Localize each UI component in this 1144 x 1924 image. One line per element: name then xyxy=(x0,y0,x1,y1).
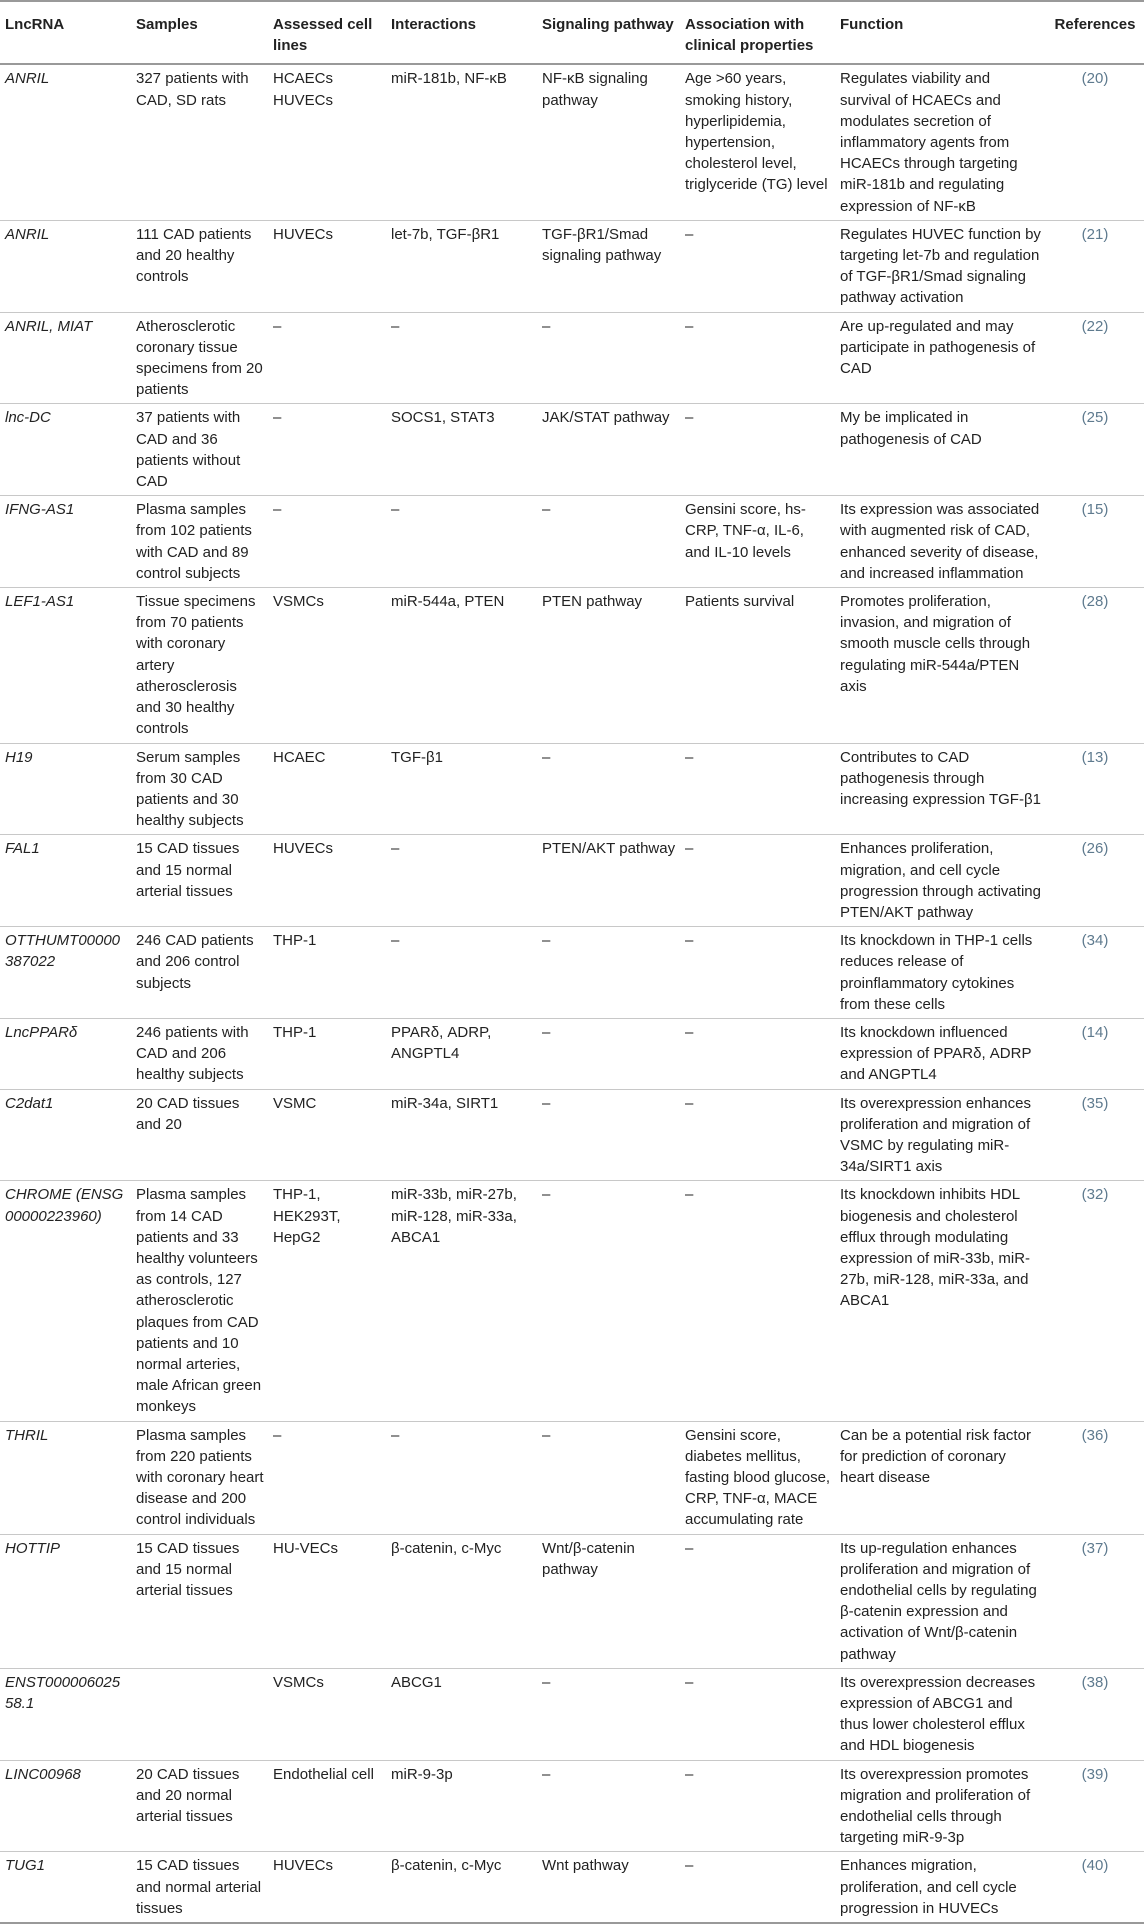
cell-reference[interactable]: (37) xyxy=(1046,1534,1144,1668)
cell-samples: 327 patients with CAD, SD rats xyxy=(132,64,269,220)
cell-cell-lines: – xyxy=(269,404,387,496)
cell-signaling-pathway: Wnt/β-catenin pathway xyxy=(538,1534,681,1668)
cell-cell-lines: THP-1 xyxy=(269,927,387,1019)
cell-cell-lines: THP-1 xyxy=(269,1018,387,1089)
cell-clinical-properties: Gensini score, diabetes mellitus, fasting blood glucose, CRP, TNF-α, MACE accumulating rate xyxy=(681,1421,836,1534)
cell-interactions: miR-34a, SIRT1 xyxy=(387,1089,538,1181)
cell-samples: Plasma samples from 14 CAD patients and 33 healthy volunteers as controls, 127 atherosclerotic plaques from CAD patients and 10 normal arteries, male African green monkeys xyxy=(132,1181,269,1421)
cell-interactions: – xyxy=(387,496,538,588)
cell-function: Its up-regulation enhances proliferation and migration of endothelial cells by regulating β-catenin expression and activation of Wnt/β-catenin pathway xyxy=(836,1534,1046,1668)
cell-function: Its expression was associated with augmented risk of CAD, enhanced severity of disease, and increased inflammation xyxy=(836,496,1046,588)
table-row xyxy=(0,220,1144,312)
cell-function: Its overexpression promotes migration and proliferation of endothelial cells through targeting miR-9-3p xyxy=(836,1760,1046,1852)
header-row xyxy=(0,1,1144,64)
cell-reference[interactable]: (14) xyxy=(1046,1018,1144,1089)
table-row xyxy=(0,404,1144,496)
cell-clinical-properties: – xyxy=(681,1089,836,1181)
cell-function: Its overexpression decreases expression of ABCG1 and thus lower cholesterol efflux and HDL biogenesis xyxy=(836,1668,1046,1760)
header-function: Function xyxy=(836,1,1046,64)
cell-function: My be implicated in pathogenesis of CAD xyxy=(836,404,1046,496)
cell-function: Enhances proliferation, migration, and cell cycle progression through activating PTEN/AKT pathway xyxy=(836,835,1046,927)
cell-signaling-pathway: – xyxy=(538,312,681,404)
cell-signaling-pathway: – xyxy=(538,496,681,588)
cell-clinical-properties: – xyxy=(681,1534,836,1668)
cell-signaling-pathway: – xyxy=(538,743,681,835)
cell-signaling-pathway: Wnt pathway xyxy=(538,1852,681,1923)
cell-clinical-properties: – xyxy=(681,835,836,927)
cell-signaling-pathway: – xyxy=(538,1089,681,1181)
cell-lncrna: lnc-DC xyxy=(0,404,132,496)
cell-samples: 20 CAD tissues and 20 xyxy=(132,1089,269,1181)
cell-interactions: let-7b, TGF-βR1 xyxy=(387,220,538,312)
cell-interactions: – xyxy=(387,835,538,927)
cell-lncrna: OTTHUMT00000387022 xyxy=(0,927,132,1019)
cell-samples: Atherosclerotic coronary tissue specimens from 20 patients xyxy=(132,312,269,404)
cell-interactions: miR-9-3p xyxy=(387,1760,538,1852)
cell-reference[interactable]: (34) xyxy=(1046,927,1144,1019)
cell-lncrna: C2dat1 xyxy=(0,1089,132,1181)
cell-signaling-pathway: NF-κB signaling pathway xyxy=(538,64,681,220)
cell-lncrna: FAL1 xyxy=(0,835,132,927)
table-row xyxy=(0,588,1144,743)
cell-function: Contributes to CAD pathogenesis through increasing expression TGF-β1 xyxy=(836,743,1046,835)
cell-cell-lines: – xyxy=(269,1421,387,1534)
table-row xyxy=(0,1181,1144,1421)
cell-interactions: miR-181b, NF-κB xyxy=(387,64,538,220)
cell-interactions: TGF-β1 xyxy=(387,743,538,835)
cell-clinical-properties: Patients survival xyxy=(681,588,836,743)
cell-reference[interactable]: (22) xyxy=(1046,312,1144,404)
cell-cell-lines: – xyxy=(269,312,387,404)
cell-signaling-pathway: – xyxy=(538,1421,681,1534)
cell-function: Enhances migration, proliferation, and cell cycle progression in HUVECs xyxy=(836,1852,1046,1923)
cell-function: Promotes proliferation, invasion, and migration of smooth muscle cells through regulating miR-544a/PTEN axis xyxy=(836,588,1046,743)
cell-function: Its knockdown influenced expression of PPARδ, ADRP and ANGPTL4 xyxy=(836,1018,1046,1089)
table-header xyxy=(0,1,1144,64)
cell-lncrna: ANRIL xyxy=(0,64,132,220)
cell-lncrna: HOTTIP xyxy=(0,1534,132,1668)
cell-clinical-properties: – xyxy=(681,1852,836,1923)
cell-samples: Plasma samples from 102 patients with CAD and 89 control subjects xyxy=(132,496,269,588)
header-clinical-properties: Association with clinical properties xyxy=(681,1,836,64)
cell-signaling-pathway: – xyxy=(538,1760,681,1852)
cell-signaling-pathway: – xyxy=(538,1181,681,1421)
cell-function: Its overexpression enhances proliferation and migration of VSMC by regulating miR-34a/SIRT1 axis xyxy=(836,1089,1046,1181)
table-row xyxy=(0,1089,1144,1181)
cell-interactions: miR-544a, PTEN xyxy=(387,588,538,743)
table-row xyxy=(0,1018,1144,1089)
cell-lncrna: TUG1 xyxy=(0,1852,132,1923)
cell-samples xyxy=(132,1668,269,1760)
cell-signaling-pathway: PTEN/AKT pathway xyxy=(538,835,681,927)
header-interactions: Interactions xyxy=(387,1,538,64)
cell-reference[interactable]: (32) xyxy=(1046,1181,1144,1421)
table-row xyxy=(0,64,1144,220)
cell-reference[interactable]: (39) xyxy=(1046,1760,1144,1852)
cell-interactions: β-catenin, c-Myc xyxy=(387,1534,538,1668)
cell-cell-lines: HUVECs xyxy=(269,220,387,312)
header-cell-lines: Assessed cell lines xyxy=(269,1,387,64)
cell-interactions: ABCG1 xyxy=(387,1668,538,1760)
cell-reference[interactable]: (38) xyxy=(1046,1668,1144,1760)
cell-clinical-properties: – xyxy=(681,1760,836,1852)
cell-clinical-properties: – xyxy=(681,927,836,1019)
cell-lncrna: IFNG-AS1 xyxy=(0,496,132,588)
header-lncrna: LncRNA xyxy=(0,1,132,64)
cell-interactions: – xyxy=(387,1421,538,1534)
cell-cell-lines: – xyxy=(269,496,387,588)
cell-clinical-properties: – xyxy=(681,1181,836,1421)
cell-lncrna: ENST00000602558.1 xyxy=(0,1668,132,1760)
cell-lncrna: THRIL xyxy=(0,1421,132,1534)
cell-interactions: PPARδ, ADRP, ANGPTL4 xyxy=(387,1018,538,1089)
cell-cell-lines: Endothelial cell xyxy=(269,1760,387,1852)
cell-cell-lines: HUVECs xyxy=(269,835,387,927)
cell-clinical-properties: – xyxy=(681,220,836,312)
cell-lncrna: ANRIL, MIAT xyxy=(0,312,132,404)
cell-signaling-pathway: TGF-βR1/Smad signaling pathway xyxy=(538,220,681,312)
cell-samples: 246 CAD patients and 206 control subjects xyxy=(132,927,269,1019)
cell-signaling-pathway: JAK/STAT pathway xyxy=(538,404,681,496)
cell-clinical-properties: – xyxy=(681,404,836,496)
cell-cell-lines: VSMCs xyxy=(269,588,387,743)
cell-samples: 20 CAD tissues and 20 normal arterial tissues xyxy=(132,1760,269,1852)
cell-interactions: miR-33b, miR-27b, miR-128, miR-33a, ABCA1 xyxy=(387,1181,538,1421)
cell-function: Its knockdown in THP-1 cells reduces release of proinflammatory cytokines from these cells xyxy=(836,927,1046,1019)
cell-cell-lines: HCAEC xyxy=(269,743,387,835)
cell-signaling-pathway: PTEN pathway xyxy=(538,588,681,743)
cell-clinical-properties: – xyxy=(681,1668,836,1760)
cell-samples: Plasma samples from 220 patients with coronary heart disease and 200 control individuals xyxy=(132,1421,269,1534)
cell-function: Its knockdown inhibits HDL biogenesis and cholesterol efflux through modulating expression of miR-33b, miR-27b, miR-128, miR-33a, and ABCA1 xyxy=(836,1181,1046,1421)
cell-clinical-properties: Gensini score, hs-CRP, TNF-α, IL-6, and IL-10 levels xyxy=(681,496,836,588)
cell-interactions: SOCS1, STAT3 xyxy=(387,404,538,496)
cell-cell-lines: VSMC xyxy=(269,1089,387,1181)
cell-reference[interactable]: (35) xyxy=(1046,1089,1144,1181)
table-row xyxy=(0,1421,1144,1534)
table-row xyxy=(0,927,1144,1019)
cell-reference[interactable]: (26) xyxy=(1046,835,1144,927)
cell-lncrna: LncPPARδ xyxy=(0,1018,132,1089)
table-row xyxy=(0,312,1144,404)
cell-reference[interactable]: (21) xyxy=(1046,220,1144,312)
header-references: References xyxy=(1046,1,1144,64)
cell-cell-lines: VSMCs xyxy=(269,1668,387,1760)
cell-samples: 15 CAD tissues and 15 normal arterial tissues xyxy=(132,1534,269,1668)
table-row xyxy=(0,496,1144,588)
cell-signaling-pathway: – xyxy=(538,1668,681,1760)
cell-interactions: – xyxy=(387,927,538,1019)
cell-lncrna: CHROME (ENSG00000223960) xyxy=(0,1181,132,1421)
cell-interactions: – xyxy=(387,312,538,404)
cell-function: Regulates viability and survival of HCAECs and modulates secretion of inflammatory agents from HCAECs through targeting miR-181b and regulating expression of NF-κB xyxy=(836,64,1046,220)
cell-samples: 111 CAD patients and 20 healthy controls xyxy=(132,220,269,312)
cell-clinical-properties: – xyxy=(681,312,836,404)
cell-lncrna: LEF1-AS1 xyxy=(0,588,132,743)
cell-cell-lines: HU-VECs xyxy=(269,1534,387,1668)
header-samples: Samples xyxy=(132,1,269,64)
cell-reference[interactable]: (25) xyxy=(1046,404,1144,496)
cell-reference[interactable]: (28) xyxy=(1046,588,1144,743)
cell-function: Can be a potential risk factor for prediction of coronary heart disease xyxy=(836,1421,1046,1534)
cell-cell-lines: HCAECs HUVECs xyxy=(269,64,387,220)
cell-function: Regulates HUVEC function by targeting let-7b and regulation of TGF-βR1/Smad signaling pathway activation xyxy=(836,220,1046,312)
table-row xyxy=(0,1760,1144,1852)
cell-clinical-properties: – xyxy=(681,1018,836,1089)
cell-reference[interactable]: (15) xyxy=(1046,496,1144,588)
cell-reference[interactable]: (40) xyxy=(1046,1852,1144,1923)
cell-clinical-properties: Age >60 years, smoking history, hyperlipidemia, hypertension, cholesterol level, triglyceride (TG) level xyxy=(681,64,836,220)
cell-signaling-pathway: – xyxy=(538,927,681,1019)
cell-interactions: β-catenin, c-Myc xyxy=(387,1852,538,1923)
cell-signaling-pathway: – xyxy=(538,1018,681,1089)
cell-samples: Serum samples from 30 CAD patients and 30 healthy subjects xyxy=(132,743,269,835)
cell-reference[interactable]: (13) xyxy=(1046,743,1144,835)
cell-clinical-properties: – xyxy=(681,743,836,835)
cell-samples: 37 patients with CAD and 36 patients without CAD xyxy=(132,404,269,496)
cell-cell-lines: HUVECs xyxy=(269,1852,387,1923)
table-row xyxy=(0,835,1144,927)
cell-lncrna: H19 xyxy=(0,743,132,835)
cell-samples: 246 patients with CAD and 206 healthy subjects xyxy=(132,1018,269,1089)
header-signaling-pathway: Signaling pathway xyxy=(538,1,681,64)
cell-samples: 15 CAD tissues and normal arterial tissues xyxy=(132,1852,269,1923)
cell-cell-lines: THP-1, HEK293T, HepG2 xyxy=(269,1181,387,1421)
cell-reference[interactable]: (20) xyxy=(1046,64,1144,220)
table-row xyxy=(0,1852,1144,1923)
cell-reference[interactable]: (36) xyxy=(1046,1421,1144,1534)
table-row xyxy=(0,1668,1144,1760)
table-row xyxy=(0,743,1144,835)
table-body xyxy=(0,64,1144,1923)
cell-samples: Tissue specimens from 70 patients with coronary artery atherosclerosis and 30 healthy controls xyxy=(132,588,269,743)
cell-lncrna: ANRIL xyxy=(0,220,132,312)
table-row xyxy=(0,1534,1144,1668)
cell-function: Are up-regulated and may participate in pathogenesis of CAD xyxy=(836,312,1046,404)
cell-lncrna: LINC00968 xyxy=(0,1760,132,1852)
cell-samples: 15 CAD tissues and 15 normal arterial tissues xyxy=(132,835,269,927)
